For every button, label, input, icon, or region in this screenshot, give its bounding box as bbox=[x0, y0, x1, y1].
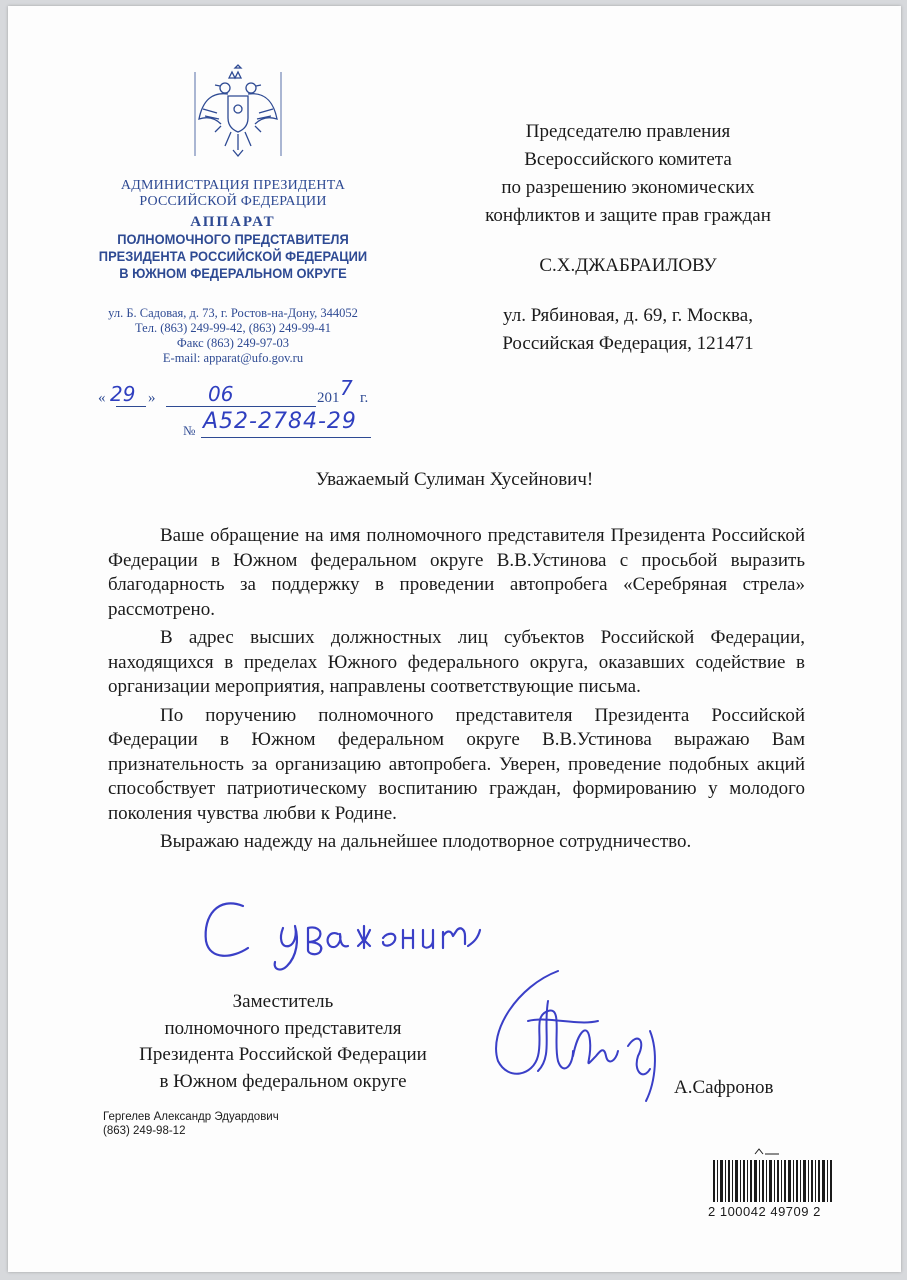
recipient-address-2: Российская Федерация, 121471 bbox=[502, 333, 754, 354]
paragraph: По поручению полномочного представителя Президента Российской Федерации в Южном федеральном округе В.В.Устинова выражаю Вам признательность за организацию автопробега. Уверен, проведение подобных акций способствует патриотическому воспитанию граждан, формированию у молодого поколения чувства любви к Родине. bbox=[108, 704, 805, 824]
handwritten-signature bbox=[478, 961, 678, 1111]
letterhead bbox=[78, 178, 388, 282]
registration-date bbox=[98, 376, 398, 410]
executor-name: Гергелев Александр Эдуардович bbox=[103, 1111, 279, 1123]
barcode-icon bbox=[703, 1154, 843, 1204]
signatory-line-4: в Южном федеральном округе bbox=[159, 1070, 407, 1092]
recipient-block bbox=[438, 118, 818, 358]
number-value: А52-2784-29 bbox=[203, 409, 357, 434]
paragraph: Выражаю надежду на дальнейшее плодотворное сотрудничество. bbox=[160, 831, 692, 852]
sender-fax: Факс (863) 249-97-03 bbox=[176, 336, 290, 350]
paragraph: Ваше обращение на имя полномочного представителя Президента Российской Федерации в Южном федеральном округе В.В.Устинова с просьбой выразить благодарность за поддержку в проведении автопробега «Серебряная стрела» рассмотрено. bbox=[108, 525, 805, 620]
sender-phone: Тел. (863) 249-99-42, (863) 249-99-41 bbox=[135, 321, 331, 335]
date-year-unit: г. bbox=[360, 390, 369, 406]
recipient-name: С.Х.ДЖАБРАИЛОВУ bbox=[539, 255, 717, 276]
barcode-number: 2 100042 49709 2 bbox=[708, 1204, 821, 1219]
office-line-3: В ЮЖНОМ ФЕДЕРАЛЬНОМ ОКРУГЕ bbox=[119, 265, 347, 281]
date-year-suffix: 7 bbox=[340, 376, 353, 400]
signatory-line-2: полномочного представителя bbox=[164, 1017, 402, 1039]
recipient-address-1: ул. Рябиновая, д. 69, г. Москва, bbox=[503, 305, 753, 326]
admin-line-1: АДМИНИСТРАЦИЯ ПРЕЗИДЕНТА bbox=[120, 178, 346, 193]
executor-phone: (863) 249-98-12 bbox=[103, 1124, 186, 1137]
date-quote-close: » bbox=[148, 390, 156, 406]
signatory-line-1: Заместитель bbox=[232, 991, 334, 1012]
date-year-prefix: 201 bbox=[317, 390, 340, 406]
recipient-line-3: по разрешению экономических bbox=[501, 177, 755, 198]
date-month: 06 bbox=[208, 382, 234, 406]
greeting: Уважаемый Сулиман Хусейнович! bbox=[315, 469, 594, 490]
apparat-title: АППАРАТ bbox=[190, 214, 276, 230]
number-label: № bbox=[183, 423, 196, 438]
recipient-line-2: Всероссийского комитета bbox=[524, 149, 732, 170]
signatory-title bbox=[118, 989, 448, 1095]
date-quote-open: « bbox=[98, 390, 106, 406]
sender-email: E-mail: apparat@ufo.gov.ru bbox=[162, 351, 304, 365]
recipient-line-1: Председателю правления bbox=[525, 121, 731, 142]
letter-body bbox=[108, 524, 805, 859]
date-day: 29 bbox=[110, 382, 136, 406]
paragraph: В адрес высших должностных лиц субъектов Российской Федерации, находящихся в пределах Южного федерального округа, оказавших содействие в организации мероприятия, направлены соответствующие письма. bbox=[108, 627, 805, 697]
office-line-1: ПОЛНОМОЧНОГО ПРЕДСТАВИТЕЛЯ bbox=[117, 231, 349, 247]
registration-number bbox=[183, 411, 403, 441]
sender-address: ул. Б. Садовая, д. 73, г. Ростов-на-Дону, 344052 bbox=[108, 306, 358, 320]
russian-coat-of-arms-icon bbox=[193, 64, 283, 164]
recipient-line-4: конфликтов и защите прав граждан bbox=[485, 205, 771, 226]
admin-line-2: РОССИЙСКОЙ ФЕДЕРАЦИИ bbox=[139, 194, 327, 209]
executor-info bbox=[103, 1111, 279, 1138]
signatory-line-3: Президента Российской Федерации bbox=[139, 1044, 427, 1065]
signer-name: А.Сафронов bbox=[674, 1077, 774, 1098]
sender-contacts bbox=[78, 306, 388, 366]
office-line-2: ПРЕЗИДЕНТА РОССИЙСКОЙ ФЕДЕРАЦИИ bbox=[98, 248, 368, 264]
letter-page bbox=[8, 6, 901, 1272]
